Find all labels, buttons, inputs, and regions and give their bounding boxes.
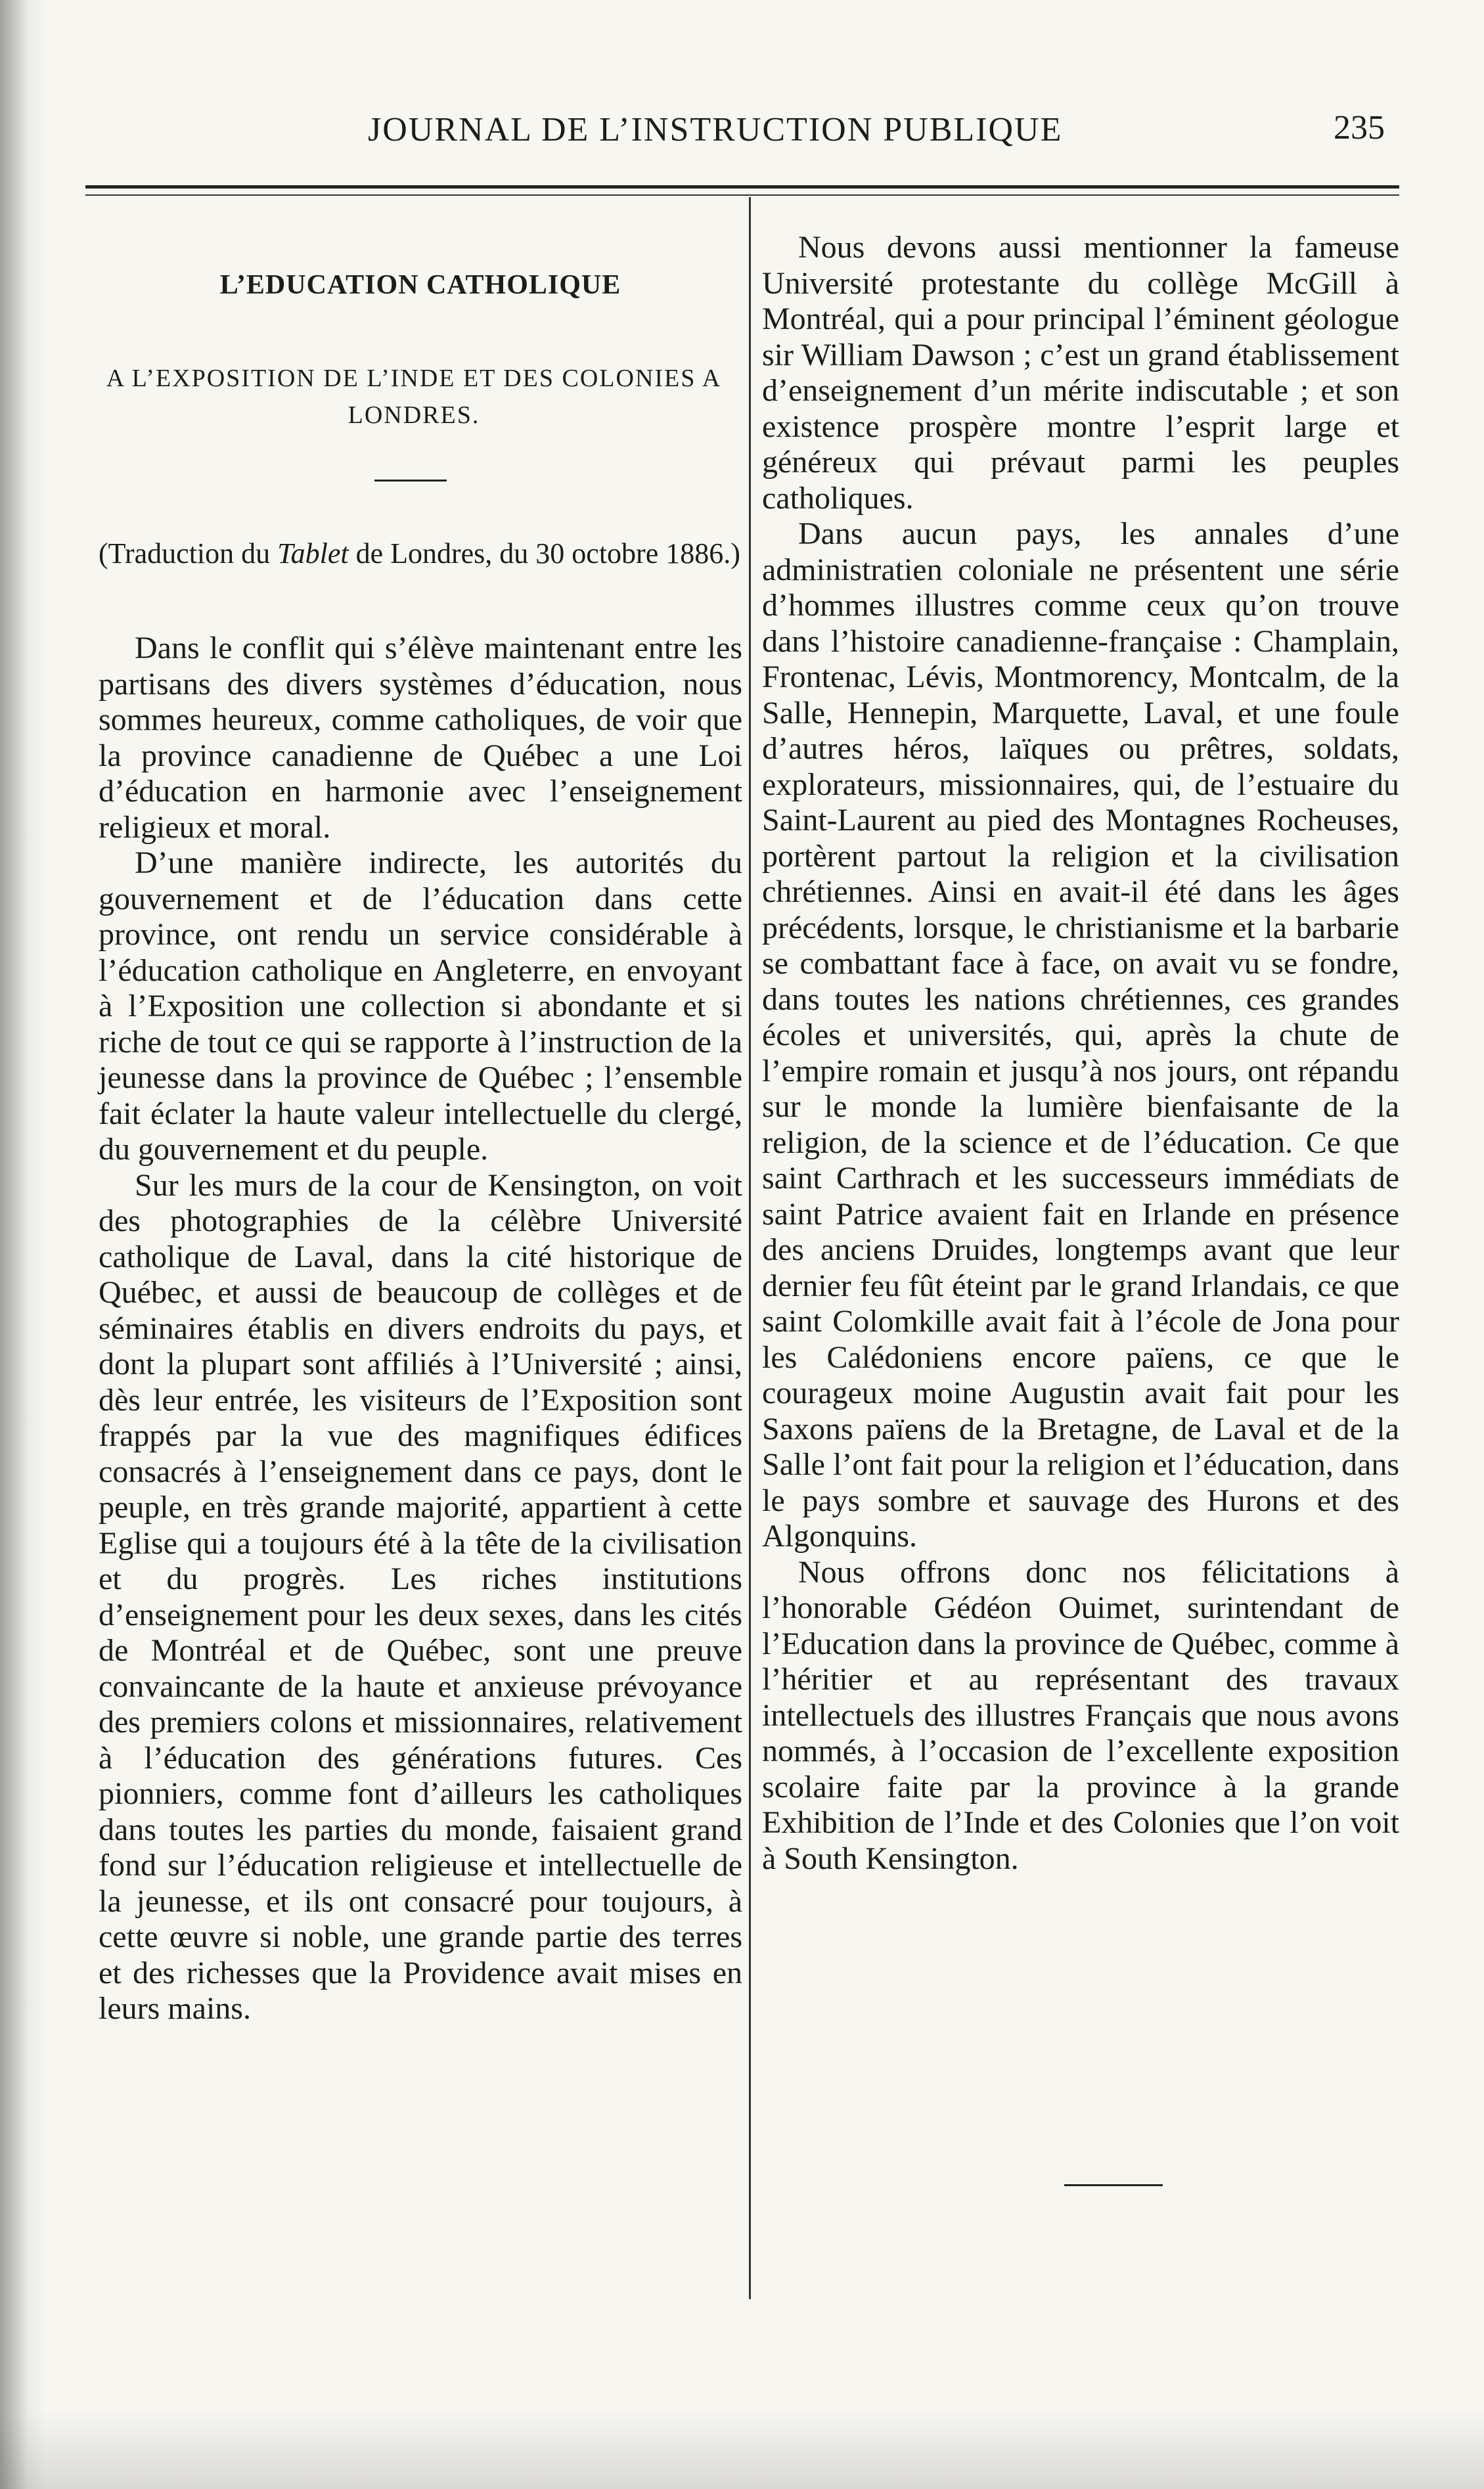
translation-note-prefix: (Traduction du	[99, 537, 278, 570]
article-subtitle: A L’EXPOSITION DE L’INDE ET DES COLONIES A LONDRES.	[106, 365, 722, 429]
page-bottom-shadow	[0, 2410, 1484, 2489]
article-title: L’EDUCATION CATHOLIQUE	[219, 270, 621, 300]
paragraph: Dans le conflit qui s’élève maintenant entre les partisans des divers systèmes d’éducation, nous sommes heureux, comme catholiques, de voir que la province canadienne de Québec a une Loi d’éducation en harmonie avec l’enseignement religieux et moral.	[99, 631, 742, 845]
paragraph: D’une manière indirecte, les autorités du gouvernement et de l’éducation dans cette province, ont rendu un service considérable à l’éducation catholique en Angleterre, en envoyant à l’Exposition une collection si abondante et si riche de tout ce qui se rapporte à l’instruction de la jeunesse dans la province de Québec ; l’ensemble fait éclater la haute valeur intellectuelle du clergé, du gouvernement et du peuple.	[99, 845, 742, 1167]
header-rule-thin	[85, 194, 1399, 196]
column-divider	[749, 197, 751, 2299]
page-edge-shadow	[0, 0, 46, 2489]
paragraph: Sur les murs de la cour de Kensington, on voit des photographies de la célèbre Université catholique de Laval, dans la cité historique de Québec, et aussi de beaucoup de collèges et de séminaires établis en divers endroits du pays, et dont la plupart sont affiliés à l’Université ; ainsi, dès leur entrée, les visiteurs de l’Exposition sont frappés par la vue des magnifiques édifices consacrés à l’enseignement dans ce pays, dont le peuple, en très grande majorité, appartient à cette Eglise qui a toujours été à la tête de la civilisation et du progrès. Les riches institutions d’enseignement pour les deux sexes, dans les cités de Montréal et de Québec, sont une preuve convaincante de la haute et anxieuse prévoyance des premiers colons et missionnaires, relativement à l’éducation des générations futures. Ces pionniers, comme font d’ailleurs les catholiques dans toutes les parties du monde, faisaient grand fond sur l’éducation religieuse et intellectuelle de la jeunesse, et ils ont consacré pour toujours, à cette œuvre si noble, une grande partie des terres et des richesses que la Providence avait mises en leurs mains.	[99, 1167, 742, 2026]
end-separator-rule	[1064, 2184, 1163, 2186]
translation-note-suffix: de Londres, du 30 octobre 1886.)	[348, 537, 740, 570]
translation-note-source: Tablet	[277, 537, 349, 570]
left-column	[99, 631, 742, 2027]
header-rule-thick	[85, 185, 1399, 189]
page-number: 235	[1334, 109, 1385, 146]
paragraph: Nous offrons donc nos félicitations à l’honorable Gédéon Ouimet, surintendant de l’Education dans la province de Québec, comme à l’héritier et au représentant des travaux intellectuels des illustres Français que nous avons nommés, à l’occasion de l’excellente exposition scolaire faite par la province à la grande Exhibition de l’Inde et des Colonies que l’on voit à South Kensington.	[762, 1554, 1399, 1876]
right-column	[762, 230, 1399, 1877]
title-separator-rule	[374, 480, 447, 482]
running-title: JOURNAL DE L’INSTRUCTION PUBLIQUE	[368, 111, 1063, 148]
paragraph: Dans aucun pays, les annales d’une administratien coloniale ne présentent une série d’hommes illustres comme ceux qu’on trouve dans l’histoire canadienne-française : Champlain, Frontenac, Lévis, Montmorency, Montcalm, de la Salle, Hennepin, Marquette, Laval, et une foule d’autres héros, laïques ou prêtres, soldats, explorateurs, missionnaires, qui, de l’estuaire du Saint-Laurent au pied des Montagnes Rocheuses, portèrent partout la religion et la civilisation chrétiennes. Ainsi en avait-il été dans les âges précédents, lorsque, le christianisme et la barbarie se combattant face à face, on avait vu se fondre, dans toutes les nations chrétiennes, ces grandes écoles et universités, qui, après la chute de l’empire romain et jusqu’à nos jours, ont répandu sur le monde la lumière bienfaisante de la religion, de la science et de l’éducation. Ce que saint Carthrach et les successeurs immédiats de saint Patrice avaient fait en Irlande en présence des anciens Druides, longtemps avant que leur dernier feu fût éteint par le grand Irlandais, ce que saint Colomkille avait fait à l’école de Jona pour les Calédoniens encore païens, ce que le courageux moine Augustin avait fait pour les Saxons païens de la Bretagne, de Laval et de la Salle l’ont fait pour la religion et l’éducation, dans le pays sombre et sauvage des Hurons et des Algonquins.	[762, 516, 1399, 1554]
translation-note	[99, 537, 742, 570]
paragraph: Nous devons aussi mentionner la fameuse Université protestante du collège McGill à Montréal, qui a pour principal l’éminent géologue sir William Dawson ; c’est un grand établissement d’enseignement d’un mérite indiscutable ; et son existence prospère montre l’esprit large et généreux qui prévaut parmi les peuples catholiques.	[762, 230, 1399, 516]
